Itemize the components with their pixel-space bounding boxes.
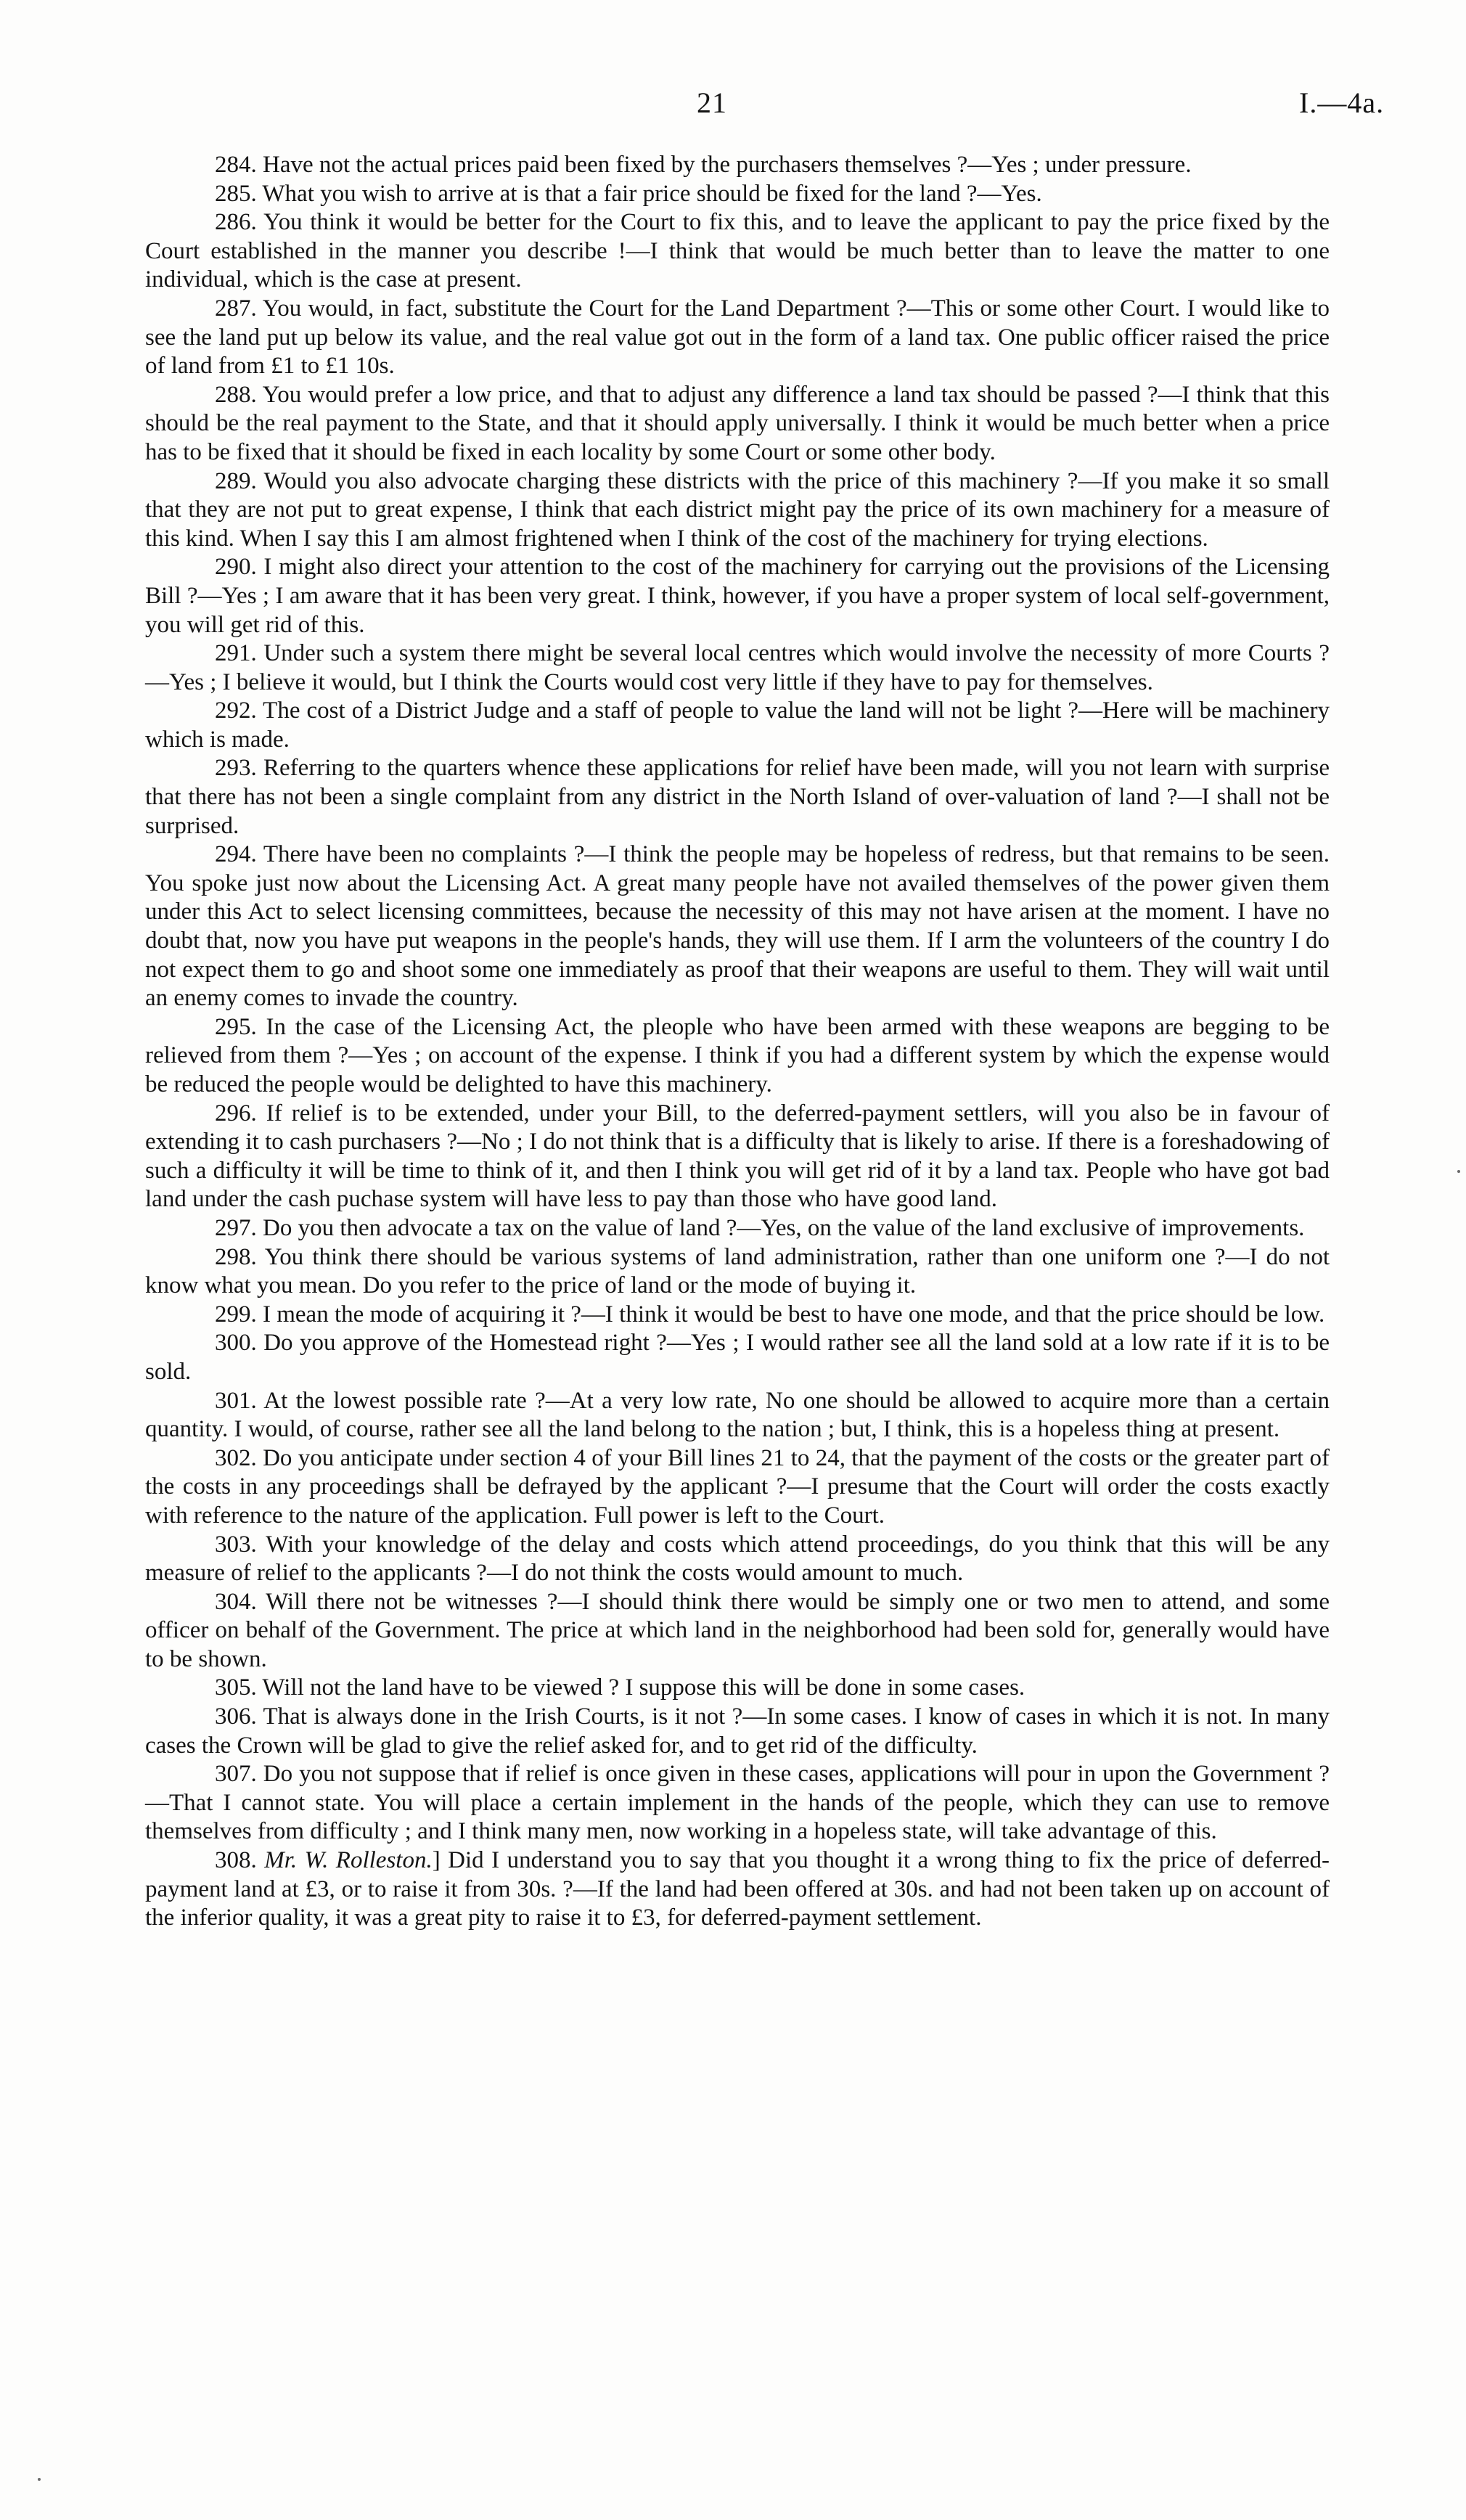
question-307: 307. Do you not suppose that if relief is once given in these cases, applications will pour in upon the Government ?—That I cannot state. You will place a certain implement in the hands of the people, which they can use to remove themselves from difficulty ; and I think many men, now working in a hopeless state, will take advantage of this. [145,1761,1330,1845]
question-285: 285. What you wish to arrive at is that a fair price should be fixed for the land ?—Yes. [215,180,1042,207]
question-299: 299. I mean the mode of acquiring it ?—I think it would be best to have one mode, and that the price should be low. [215,1301,1325,1328]
document-reference: I.—4a. [1299,86,1385,119]
question-295: 295. In the case of the Licensing Act, the pleople who have been armed with these weapons are begging to be relieved from them ?—Yes ; on account of the expense. I think if you had a different system by which the expense would be reduced the people would be delighted to have this machinery. [145,1013,1330,1097]
question-298: 298. You think there should be various systems of land administration, rather than one uniform one ?—I do not know what you mean. Do you refer to the price of land or the mode of buying it. [145,1243,1330,1299]
speaker-name: Mr. W. Rolleston. [264,1847,433,1874]
page-number: 21 [697,86,727,119]
evidence-transcript [145,151,1330,1933]
question-292: 292. The cost of a District Judge and a staff of people to value the land will not be light ?—Here will be machinery which is made. [145,698,1330,753]
scan-speck [38,2478,41,2481]
question-287: 287. You would, in fact, substitute the Court for the Land Department ?—This or some other Court. I would like to see the land put up below its value, and the real value got out in the form of a land tax. One public officer raised the price of land from £1 to £1 10s. [145,295,1330,380]
question-286: 286. You think it would be better for the Court to fix this, and to leave the applicant to pay the price fixed by the Court established in the manner you describe !—I think that would be much better than to leave the matter to one individual, which is the case at present. [145,209,1330,293]
question-308 [145,1846,1330,1933]
question-291: 291. Under such a system there might be several local centres which would involve the necessity of more Courts ?—Yes ; I believe it would, but I think the Courts would cost very little if they have to pay for themselves. [145,640,1330,695]
question-303: 303. With your knowledge of the delay and costs which attend proceedings, do you think that this will be any measure of relief to the applicants ?—I do not think the costs would amount to much. [145,1531,1330,1587]
question-288: 288. You would prefer a low price, and that to adjust any difference a land tax should be passed ?—I think that this should be the real payment to the State, and that it should apply universally. I think it would be much better when a price has to be fixed that it should be fixed in each locality by some Court or some other body. [145,381,1330,465]
question-297: 297. Do you then advocate a tax on the value of land ?—Yes, on the value of the land exclusive of improvements. [215,1214,1305,1241]
question-284: 284. Have not the actual prices paid been fixed by the purchasers themselves ?—Yes ; under pressure. [215,152,1192,178]
page-header [0,86,1466,129]
question-293: 293. Referring to the quarters whence these applications for relief have been made, will you not learn with surprise that there has not been a single complaint from any district in the North Island of over-valuation of land ?—I shall not be surprised. [145,755,1330,839]
question-301: 301. At the lowest possible rate ?—At a very low rate, No one should be allowed to acquire more than a certain quantity. I would, of course, rather see all the land belong to the nation ; but, I think, this is a hopeless thing at present. [145,1387,1330,1443]
question-text: ] Did I understand you to say that you thought it a wrong thing to fix the price of deferred-payment land at £3, or to raise it from 30s. ?—If the land had been offered at 30s. and had not been taken up on account of the inferior quality, it was a great pity to raise it to £3, for deferred-payment settlement. [145,1847,1330,1931]
question-302: 302. Do you anticipate under section 4 of your Bill lines 21 to 24, that the payment of the costs or the greater part of the costs in any proceedings shall be defrayed by the applicant ?—I presume that the Court will order the costs exactly with reference to the nature of the application. Full power is left to the Court. [145,1444,1330,1529]
question-300: 300. Do you approve of the Homestead right ?—Yes ; I would rather see all the land sold at a low rate if it is to be sold. [145,1330,1330,1385]
question-306: 306. That is always done in the Irish Courts, is it not ?—In some cases. I know of cases in which it is not. In many cases the Crown will be glad to give the relief asked for, and to get rid of the difficulty. [145,1703,1330,1759]
scan-speck [1457,1170,1460,1173]
question-number: 308. [215,1847,257,1874]
question-294: 294. There have been no complaints ?—I think the people may be hopeless of redress, but that remains to be seen. You spoke just now about the Licensing Act. A great many people have not availed themselves of the power given them under this Act to select licensing committees, because the necessity of this may not have arisen at the moment. I have no doubt that, now you have put weapons in the people's hands, they will use them. If I arm the volunteers of the country I do not expect them to go and shoot some one immediately as proof that their weapons are useful to them. They will wait until an enemy comes to invade the country. [145,841,1330,1012]
question-290: 290. I might also direct your attention to the cost of the machinery for carrying out the provisions of the Licensing Bill ?—Yes ; I am aware that it has been very great. I think, however, if you have a proper system of local self-government, you will get rid of this. [145,554,1330,638]
question-289: 289. Would you also advocate charging these districts with the price of this machinery ?—If you make it so small that they are not put to great expense, I think that each district might pay the price of its own machinery for a measure of this kind. When I say this I am almost frightened when I think of the cost of the machinery for trying elections. [145,467,1330,552]
question-304: 304. Will there not be witnesses ?—I should think there would be simply one or two men to attend, and some officer on behalf of the Government. The price at which land in the neighborhood had been sold for, generally would have to be shown. [145,1588,1330,1672]
question-296: 296. If relief is to be extended, under your Bill, to the deferred-payment settlers, will you also be in favour of extending it to cash purchasers ?—No ; I do not think that is a difficulty that is likely to arise. If there is a foreshadowing of such a difficulty it will be time to think of it, and then I think you will get rid of it by a land tax. People who have got bad land under the cash puchase system will have less to pay than those who have good land. [145,1100,1330,1213]
question-305: 305. Will not the land have to be viewed ? I suppose this will be done in some cases. [215,1674,1025,1701]
